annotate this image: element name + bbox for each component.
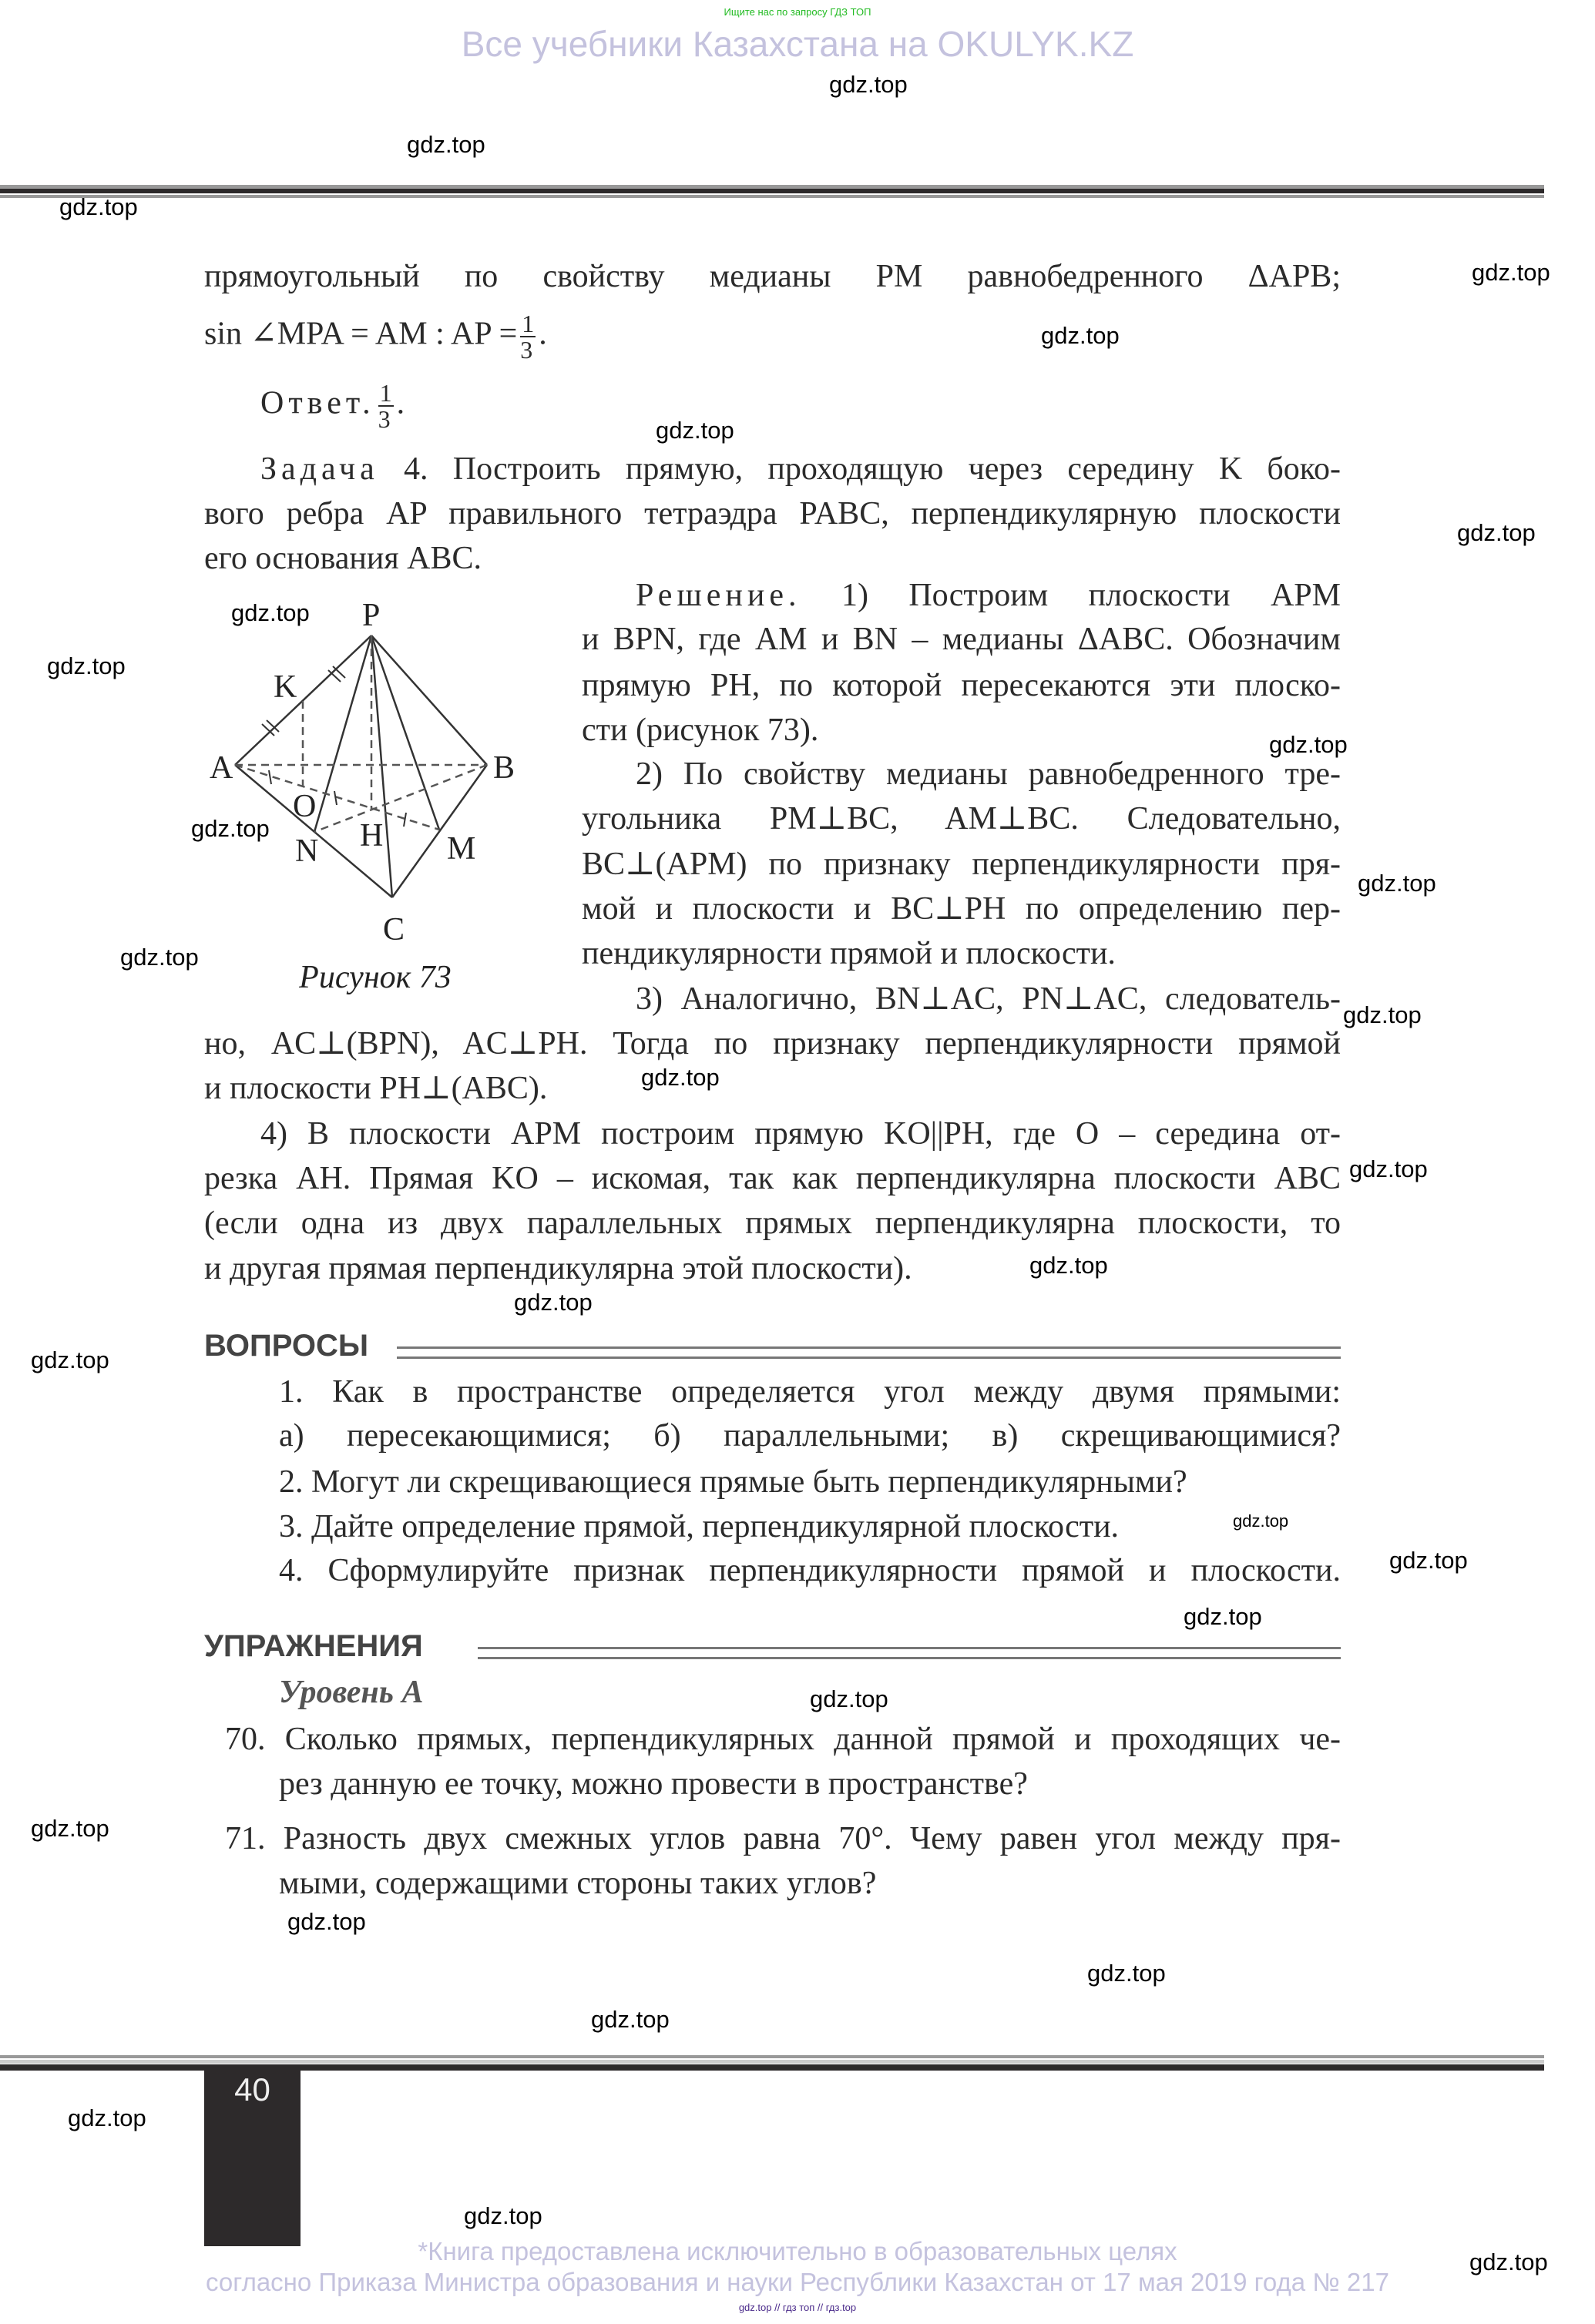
text-line: 2) По свойству медианы равнобедренного тре- [636,756,1341,792]
text-line: пендикулярности прямой и плоскости. [582,936,1116,971]
exercise-70: 70. Сколько прямых, перпендикулярных данной прямой и проходящих че- [225,1722,1341,1757]
label-a: A [210,750,233,786]
footer-order: согласно Приказа Министра образования и науки Республики Казахстан от 17 мая 2019 года № 217 [206,2268,1389,2296]
text-line: и плоскости PH⊥(ABC). [204,1071,548,1106]
watermark: gdz.top [641,1064,720,1091]
watermark: gdz.top [1184,1603,1262,1630]
label-c: C [383,912,405,947]
text-line: его основания ABC. [204,541,482,576]
question-item: 1. Как в пространстве определяется угол между двумя прямыми: [279,1374,1341,1410]
text-line: 3) Аналогично, BN⊥AC, PN⊥AC, следователь- [636,981,1341,1017]
watermark: gdz.top [47,652,126,679]
solution-label: Решение. [636,578,801,613]
question-item: 2. Могут ли скрещивающиеся прямые быть перпендикулярными? [279,1464,1187,1500]
solution-text: 1) Построим плоскости APM [841,578,1341,613]
exercise-71: 71. Разность двух смежных углов равна 70°. Чему равен угол между пря- [225,1821,1341,1856]
solution-line [636,576,1341,615]
label-o: O [293,789,317,824]
watermark: gdz.top [1269,731,1348,758]
watermark: gdz.top [231,599,310,626]
text-line: вого ребра AP правильного тетраэдра PABC, перпендикулярную плоскости [204,496,1341,532]
watermark: gdz.top [591,2006,670,2033]
text-line: сти (рисунок 73). [582,713,819,748]
level-heading: Уровень А [279,1675,424,1710]
top-divider-dark [0,189,1544,193]
question-item: 3. Дайте определение прямой, перпендикулярной плоскости. [279,1509,1120,1544]
text-line: прямую PH, по которой пересекаются эти плоско- [582,668,1341,703]
text-line: 4) В плоскости APM построим прямую KO||PH, где O – середина от- [260,1116,1341,1152]
watermark: gdz.top [464,2202,542,2229]
watermark: gdz.top [1343,1001,1422,1028]
text-line: (если одна из двух параллельных прямых перпендикулярна плоскости, то [204,1206,1341,1241]
exercises-title: УПРАЖНЕНИЯ [204,1629,423,1663]
text-line: и BPN, где AM и BN – медианы ΔABC. Обозначим [582,622,1341,657]
label-k: K [274,669,297,705]
label-n: N [295,833,319,869]
text-line: и другая прямая перпендикулярна этой плоскости). [204,1251,912,1286]
page-number: 40 [204,2065,301,2246]
watermark: gdz.top [656,417,734,444]
figure-caption: Рисунок 73 [299,960,452,995]
label-p: P [362,598,381,633]
question-item: 4. Сформулируйте признак перпендикулярности прямой и плоскости. [279,1553,1341,1588]
watermark: gdz.top [829,71,908,98]
watermark: gdz.top [514,1289,593,1316]
text-line: мой и плоскости и BC⊥PH по определению пер- [582,891,1341,927]
watermark: gdz.top [407,131,485,158]
denominator: 3 [378,405,391,433]
watermark: gdz.top [31,1815,109,1842]
formula: sin ∠MPA = AM : AP = [204,316,518,352]
question-item: а) пересекающимися; б) параллельными; в) скрещивающимися? [279,1418,1341,1454]
numerator: 1 [379,379,392,407]
text-line: sin ∠MPA = AM : AP = $\frac{1}{3}$ . [204,310,547,364]
watermark: gdz.top [1029,1252,1108,1279]
task-line [260,450,1341,488]
site-title: Все учебники Казахстана на OKULYK.KZ [461,24,1134,64]
exercise-70-cont: рез данную ее точку, можно провести в пространстве? [279,1766,1028,1802]
watermark: gdz.top [1041,322,1120,349]
tetrahedron-figure [200,593,555,1001]
text-line: но, AC⊥(BPN), AC⊥PH. Тогда по признаку перпендикулярности прямой [204,1026,1341,1061]
answer: Ответ. $\frac{1}{3}$ . [260,379,405,433]
questions-rule [397,1346,1341,1359]
watermark: gdz.top [191,815,270,842]
watermark: gdz.top [1469,2249,1548,2275]
watermark: gdz.top [287,1908,366,1935]
edge-pb [371,635,487,765]
footer-links[interactable]: gdz.top // гдз топ // гдз.top [738,2302,857,2313]
label-m: M [447,831,476,867]
fraction [520,311,536,362]
footer-disclaimer: *Книга предоставлена исключительно в образовательных целях [418,2237,1177,2265]
edge-pn [314,635,371,832]
watermark: gdz.top [1457,519,1536,546]
questions-title: ВОПРОСЫ [204,1329,369,1363]
top-divider-light [0,195,1544,198]
label-b: B [493,750,515,786]
watermark: gdz.top [1472,259,1550,286]
bottom-divider-light [0,2055,1544,2058]
task-label: Задача [260,451,379,487]
bottom-divider-mid [0,2060,1544,2064]
watermark: gdz.top [810,1685,888,1712]
answer-label: Ответ. [260,385,375,421]
exercise-71-cont: мыми, содержащими стороны таких углов? [279,1866,877,1901]
watermark: gdz.top [1349,1155,1428,1182]
numerator: 1 [522,310,535,337]
text-line: BC⊥(APM) по признаку перпендикулярности пря- [582,847,1341,882]
watermark: gdz.top [1087,1960,1166,1987]
exercises-rule [478,1647,1341,1659]
text-line: прямоугольный по свойству медианы PM равнобедренного ΔAPB; [204,259,1341,294]
edge-pm [371,635,439,830]
denominator: 3 [520,336,533,364]
watermark: gdz.top [1233,1511,1289,1531]
watermark: gdz.top [1389,1547,1468,1574]
text-line: резка AH. Прямая KO – искомая, так как перпендикулярна плоскости ABC [204,1161,1341,1196]
edge-pc [371,635,392,897]
watermark: gdz.top [68,2104,146,2131]
search-hint: Ищите нас по запросу ГДЗ ТОП [724,6,871,18]
watermark: gdz.top [120,944,199,971]
task-text: 4. Построить прямую, проходящую через середину K боко- [404,451,1341,487]
watermark: gdz.top [31,1346,109,1373]
fraction [378,381,394,431]
label-h: H [360,818,384,853]
watermark: gdz.top [1358,870,1436,897]
watermark: gdz.top [59,193,138,220]
text-line: угольника PM⊥BC, AM⊥BC. Следовательно, [582,801,1341,837]
